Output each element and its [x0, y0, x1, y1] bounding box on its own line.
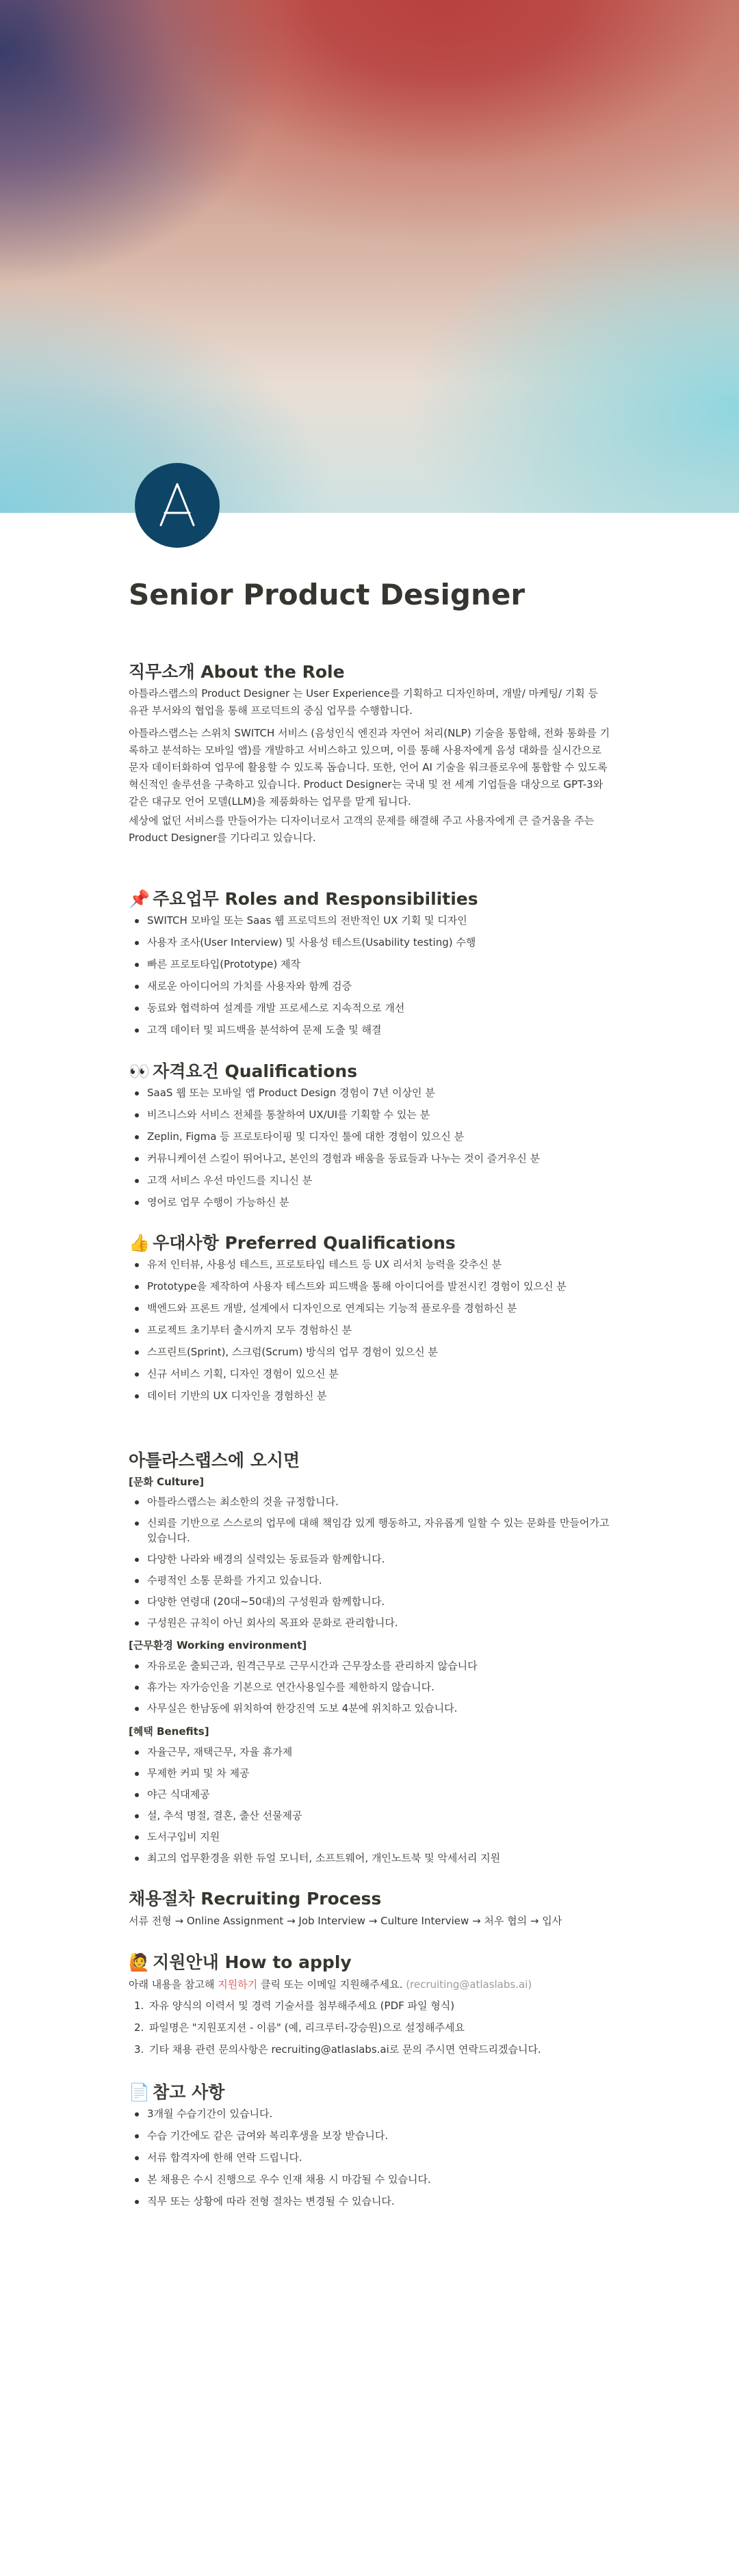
apply-steps [129, 1998, 611, 2064]
list-item: 영어로 업무 수행이 가능하신 분 [129, 1195, 611, 1217]
list-item: 사용자 조사(User Interview) 및 사용성 테스트(Usability testing) 수행 [129, 935, 611, 957]
list-item: 자율근무, 재택근무, 자율 휴가제 [129, 1744, 611, 1766]
list-item: 유저 인터뷰, 사용성 테스트, 프로토타입 테스트 등 UX 리서치 능력을 갖추신 분 [129, 1257, 611, 1279]
about-paragraph-3: 세상에 없던 서비스를 만들어가는 디자이너로서 고객의 문제를 해결해 주고 사용자에게 큰 즐거움을 주는 Product Designer를 기다리고 있습니다. [129, 814, 595, 844]
apply-step-text: 기타 채용 관련 문의사항은 recruiting@atlaslabs.ai로 문의 주시면 연락드리겠습니다. [149, 2043, 541, 2056]
list-item: 자유로운 출퇴근과, 원격근무로 근무시간과 근무장소를 관리하지 않습니다 [129, 1658, 611, 1679]
list-item: 무제한 커피 및 차 제공 [129, 1766, 611, 1787]
list-item: 빠른 프로토타입(Prototype) 제작 [129, 957, 611, 979]
list-item: 휴가는 자가승인을 기본으로 연간사용일수를 제한하지 않습니다. [129, 1679, 611, 1701]
list-item: 서류 합격자에 한해 연락 드립니다. [129, 2150, 611, 2172]
page-title: Senior Product Designer [129, 578, 526, 611]
about-paragraph-1: 아틀라스랩스의 Product Designer 는 User Experience를 기획하고 디자인하며, 개발/ 마케팅/ 기획 등 유관 부서와의 협업을 통해 프로덕트의 중심 업무를 수행합니다. [129, 687, 599, 717]
list-item: 도서구입비 지원 [129, 1829, 611, 1850]
list-item: 고객 서비스 우선 마인드를 지니신 분 [129, 1173, 611, 1195]
list-item: 스프린트(Sprint), 스크럼(Scrum) 방식의 업무 경험이 있으신 분 [129, 1344, 611, 1366]
benefits-list [129, 1744, 611, 1872]
qualifications-list [129, 1085, 611, 1217]
apply-intro [129, 1976, 611, 1993]
list-item: Zeplin, Figma 등 프로토타이핑 및 디자인 툴에 대한 경험이 있으신 분 [129, 1129, 611, 1151]
culture-list [129, 1494, 611, 1636]
notes-list [129, 2106, 611, 2216]
list-item: 비즈니스와 서비스 전체를 통찰하여 UX/UI를 기획할 수 있는 분 [129, 1107, 611, 1129]
list-item: 직무 또는 상황에 따라 전형 절차는 변경될 수 있습니다. [129, 2194, 611, 2216]
apply-intro-text-2: 클릭 또는 이메일 지원해주세요. [257, 1978, 406, 1991]
apply-link[interactable]: 지원하기 [218, 1978, 258, 1991]
list-item: 프로젝트 초기부터 출시까지 모두 경험하신 분 [129, 1323, 611, 1344]
list-item: 고객 데이터 및 피드백을 분석하여 문제 도출 및 해결 [129, 1022, 611, 1044]
list-item: 다양한 나라와 배경의 실력있는 동료들과 함께합니다. [129, 1552, 611, 1573]
company-logo [135, 463, 220, 548]
raising-hand-icon: 🙋 [129, 1952, 151, 1972]
list-item: 백엔드와 프론트 개발, 설계에서 디자인으로 연계되는 기능적 플로우를 경험하신 분 [129, 1301, 611, 1323]
atlas-a-icon [155, 481, 199, 529]
apply-step-text: 자유 양식의 이력서 및 경력 기술서를 첨부해주세요 (PDF 파일 형식) [149, 2000, 455, 2012]
list-item: 신규 서비스 기획, 디자인 경험이 있으신 분 [129, 1366, 611, 1388]
list-item: SWITCH 모바일 또는 Saas 웹 프로덕트의 전반적인 UX 기획 및 디자인 [129, 913, 611, 935]
list-item: 수평적인 소통 문화를 가지고 있습니다. [129, 1573, 611, 1594]
list-item: 구성원은 규칙이 아닌 회사의 목표와 문화로 관리합니다. [129, 1615, 611, 1636]
qualifications-heading [129, 1058, 357, 1083]
list-item: 동료와 협력하여 설계를 개발 프로세스로 지속적으로 개선 [129, 1000, 611, 1022]
list-item: 본 채용은 수시 진행으로 우수 인재 채용 시 마감될 수 있습니다. [129, 2172, 611, 2194]
process-steps: 서류 전형 → Online Assignment → Job Interview → Culture Interview → 처우 협의 → 입사 [129, 1915, 562, 1927]
about-paragraph-2: 아틀라스랩스는 스위치 SWITCH 서비스 (음성인식 엔진과 자연어 처리(NLP) 기술을 통합해, 전화 통화를 기록하고 분석하는 모바일 앱)를 개발하고 서비스하고 있으며, 이를 통해 사용자에게 음성 대화를 실시간으로 문자 데이터화하여 업무에 활용할 수 있도록 돕습니다. 또한, 언어 AI 기술을 워크플로우에 통합할 수 있도록 혁신적인 솔루션을 구축하고 있습니다. Product Designer는 국내 및 전 세계 기업들을 대상으로 GPT-3와 같은 대규모 언어 모델(LLM)을 제품화하는 업무를 맡게 됩니다. [129, 727, 610, 808]
apply-email[interactable]: (recruiting@atlaslabs.ai) [406, 1978, 532, 1991]
preferred-heading [129, 1230, 456, 1254]
environment-list [129, 1658, 611, 1722]
list-item: 야근 식대제공 [129, 1787, 611, 1808]
notes-heading [129, 2079, 224, 2103]
apply-heading [129, 1949, 352, 1974]
apply-intro-text: 아래 내용을 참고해 [129, 1978, 218, 1991]
list-item: SaaS 웹 또는 모바일 앱 Product Design 경험이 7년 이상인 분 [129, 1085, 611, 1107]
list-item: 설, 추석 명절, 결혼, 출산 선물제공 [129, 1808, 611, 1829]
list-item: 최고의 업무환경을 위한 듀얼 모니터, 소프트웨어, 개인노트북 및 악세서리 지원 [129, 1850, 611, 1872]
culture-label: [문화 Culture] [129, 1476, 205, 1488]
list-item: 아틀라스랩스는 최소한의 것을 규정합니다. [129, 1494, 611, 1515]
about-heading: 직무소개 About the Role [129, 662, 345, 682]
list-item: 신뢰를 기반으로 스스로의 업무에 대해 책임감 있게 행동하고, 자유롭게 일할 수 있는 문화를 만들어가고 있습니다. [129, 1515, 611, 1552]
environment-label: [근무환경 Working environment] [129, 1639, 307, 1651]
thumbs-up-icon: 👍 [129, 1233, 151, 1253]
list-item: Prototype을 제작하여 사용자 테스트와 피드백을 통해 아이디어를 발전시킨 경험이 있으신 분 [129, 1279, 611, 1301]
list-item: 데이터 기반의 UX 디자인을 경험하신 분 [129, 1388, 611, 1410]
qualifications-heading-text: 자격요건 Qualifications [153, 1061, 358, 1081]
eyes-icon: 👀 [129, 1061, 151, 1081]
roles-heading-text: 주요업무 Roles and Responsibilities [153, 889, 478, 909]
apply-heading-text: 지원안내 How to apply [153, 1952, 352, 1972]
list-item: 수습 기간에도 같은 급여와 복리후생을 보장 받습니다. [129, 2128, 611, 2150]
list-item: 3. 기타 채용 관련 문의사항은 recruiting@atlaslabs.ai로 문의 주시면 연락드리겠습니다. [134, 2043, 541, 2056]
preferred-heading-text: 우대사항 Preferred Qualifications [153, 1233, 456, 1253]
cover-image [0, 0, 739, 513]
process-heading: 채용절차 Recruiting Process [129, 1889, 382, 1909]
roles-list [129, 913, 611, 1044]
benefits-label: [혜택 Benefits] [129, 1725, 209, 1738]
preferred-list [129, 1257, 611, 1410]
list-item: 새로운 아이디어의 가치를 사용자와 함께 검증 [129, 979, 611, 1000]
list-item: 3개월 수습기간이 있습니다. [129, 2106, 611, 2128]
list-item: 커뮤니케이션 스킬이 뛰어나고, 본인의 경험과 배움을 동료들과 나누는 것이 즐거우신 분 [129, 1151, 611, 1173]
list-item: 사무실은 한남동에 위치하여 한강진역 도보 4분에 위치하고 있습니다. [129, 1701, 611, 1722]
roles-heading [129, 886, 478, 910]
list-item: 1. 자유 양식의 이력서 및 경력 기술서를 첨부해주세요 (PDF 파일 형식) [134, 2000, 455, 2012]
welcome-heading: 아틀라스랩스에 오시면 [129, 1450, 300, 1470]
list-item: 다양한 연령대 (20대~50대)의 구성원과 함께합니다. [129, 1594, 611, 1615]
pushpin-icon: 📌 [129, 889, 151, 909]
apply-step-text: 파일명은 "지원포지션 - 이름" (예, 리크루터-강승원)으로 설정해주세요 [149, 2021, 465, 2034]
page-icon: 📄 [129, 2082, 151, 2102]
notes-heading-text: 참고 사항 [153, 2082, 225, 2102]
list-item: 2. 파일명은 "지원포지션 - 이름" (예, 리크루터-강승원)으로 설정해주세요 [134, 2021, 465, 2034]
